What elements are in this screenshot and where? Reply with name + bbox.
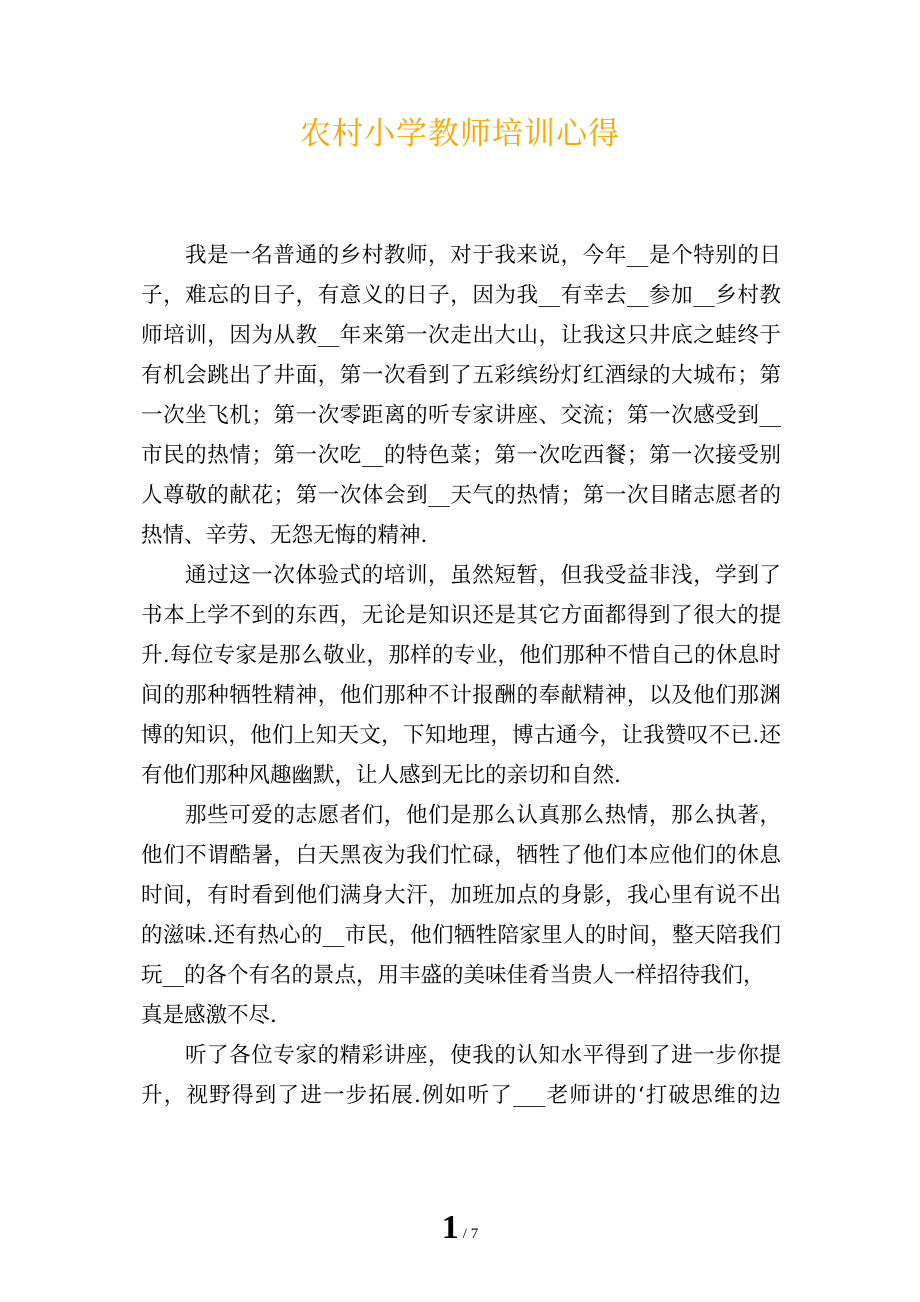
paragraph-1-line: 我是一名普通的乡村教师，对于我来说，今年__是个特别的日 [185, 243, 781, 268]
paragraph-2-line: 间的那种牺牲精神，他们那种不计报酬的奉献精神，以及他们那渊 [141, 683, 781, 708]
total-pages: / 7 [462, 1226, 479, 1242]
document-body [141, 236, 781, 1116]
paragraph-1-line: 人尊敬的献花；第一次体会到__天气的热情；第一次目睹志愿者的 [141, 483, 781, 508]
paragraph-2-line: 升.每位专家是那么敬业，那样的专业，他们那种不惜自己的休息时 [141, 643, 781, 668]
paragraph-1-line: 市民的热情；第一次吃__的特色菜；第一次吃西餐；第一次接受别 [141, 443, 781, 468]
paragraph-3-line: 真是感激不尽. [141, 1003, 277, 1028]
paragraph-3-line: 时间，有时看到他们满身大汗，加班加点的身影，我心里有说不出 [141, 883, 781, 908]
paragraph-4-line: 听了各位专家的精彩讲座，使我的认知水平得到了进一步你提 [185, 1043, 781, 1068]
paragraph-3-line: 的滋味.还有热心的__市民，他们牺牲陪家里人的时间，整天陪我们 [141, 923, 781, 948]
paragraph-1-line: 一次坐飞机；第一次零距离的听专家讲座、交流；第一次感受到__ [141, 403, 781, 428]
document-title: 农村小学教师培训心得 [300, 116, 620, 152]
paragraph-1-line: 子，难忘的日子，有意义的日子，因为我__有幸去__参加__乡村教 [141, 283, 781, 308]
page-number [0, 1208, 920, 1248]
paragraph-3-line: 玩__的各个有名的景点，用丰盛的美味佳肴当贵人一样招待我们， [141, 963, 765, 988]
paragraph-1-line: 热情、辛劳、无怨无悔的精神. [141, 523, 428, 548]
paragraph-1-line: 师培训，因为从教__年来第一次走出大山，让我这只井底之蛙终于 [141, 323, 781, 348]
paragraph-2-line: 博的知识，他们上知天文，下知地理，博古通今，让我赞叹不已.还 [141, 723, 781, 748]
paragraph-2-line: 通过这一次体验式的培训，虽然短暂，但我受益非浅，学到了 [185, 563, 781, 588]
current-page-number: 1 [441, 1209, 459, 1246]
paragraph-2-line: 书本上学不到的东西，无论是知识还是其它方面都得到了很大的提 [141, 603, 781, 628]
paragraph-3-line: 那些可爱的志愿者们，他们是那么认真那么热情，那么执著， [185, 803, 781, 828]
paragraph-4-line: 升，视野得到了进一步拓展.例如听了___老师讲的‘打破思维的边 [141, 1083, 781, 1108]
paragraph-2-line: 有他们那种风趣幽默，让人感到无比的亲切和自然. [141, 763, 621, 788]
paragraph-3-line: 他们不谓酷暑，白天黑夜为我们忙碌，牺牲了他们本应他们的休息 [141, 843, 781, 868]
paragraph-1-line: 有机会跳出了井面，第一次看到了五彩缤纷灯红酒绿的大城布；第 [141, 363, 781, 388]
